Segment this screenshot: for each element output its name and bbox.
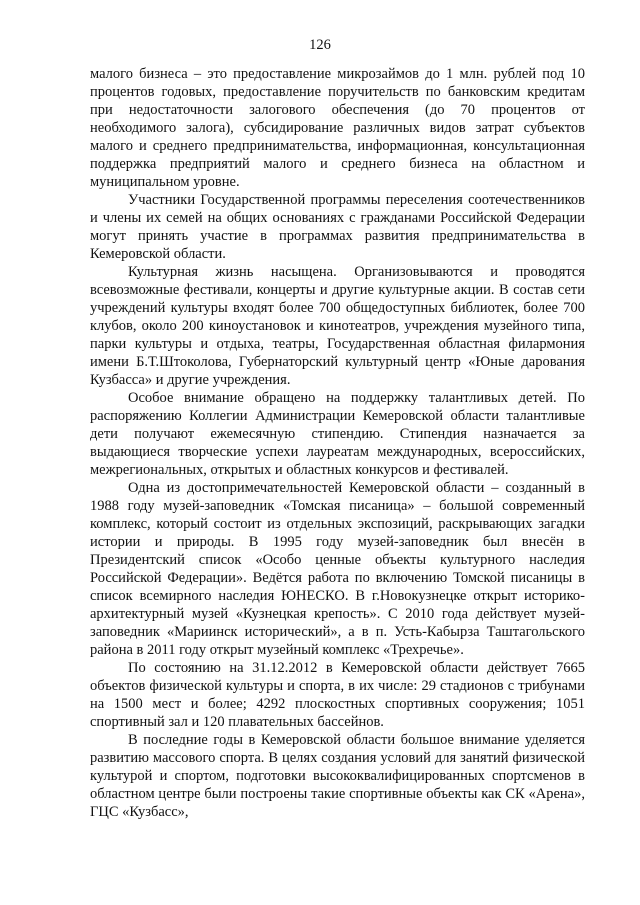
paragraph-culture: Культурная жизнь насыщена. Организовываются и проводятся всевозможные фестивали, концерты и другие культурные акции. В состав сети учреждений культуры входят более 700 общедоступных библиотек, более 700 клубов, около 200 киноустановок и кинотеатров, учреждения музейного типа, парки культуры и отдыха, театры, Государственная областная филармония имени Б.Т.Штоколова, Губернаторский культурный центр «Юные дарования Кузбасса» и другие учреждения.: [90, 264, 585, 388]
paragraph-museums: Одна из достопримечательностей Кемеровской области – созданный в 1988 году музей-заповедник «Томская писаница» – большой современный комплекс, который состоит из отдельных экспозиций, раскрывающих загадки истории и природы. В 1995 году музей-заповедник был внесён в Президентский список «Особо ценные объекты культурного наследия Российской Федерации». Ведётся работа по включению Томской писаницы в список всемирного наследия ЮНЕСКО. В г.Новокузнецке открыт историко-архитектурный музей «Кузнецкая крепость». С 2010 года действует музей-заповедник «Мариинск исторический», а в п. Усть-Кабырза Таштагольского района в 2011 году открыт музейный комплекс «Трехречье».: [90, 480, 585, 658]
page-number: 126: [309, 37, 331, 53]
document-body: [90, 65, 585, 821]
paragraph-compatriots: Участники Государственной программы переселения соотечественников и члены их семей на общих основаниях с гражданами Российской Федерации могут принять участие в программах развития предпринимательства в Кемеровской области.: [90, 192, 585, 262]
paragraph-sport-facilities: По состоянию на 31.12.2012 в Кемеровской области действует 7665 объектов физической культуры и спорта, в их числе: 29 стадионов с трибунами на 1500 мест и более; 4292 плоскостных спортивных сооружения; 1051 спортивный зал и 120 плавательных бассейнов.: [90, 660, 585, 730]
paragraph-small-business: малого бизнеса – это предоставление микрозаймов до 1 млн. рублей под 10 процентов годовых, предоставление поручительств по банковским кредитам при недостаточности залогового обеспечения (до 70 процентов от необходимого залога), субсидирование различных видов затрат субъектов малого и среднего предпринимательства, информационная, консультационная поддержка предприятий малого и среднего бизнеса на областном и муниципальном уровне.: [90, 66, 585, 190]
paragraph-talented-children: Особое внимание обращено на поддержку талантливых детей. По распоряжению Коллегии Администрации Кемеровской области талантливые дети получают ежемесячную стипендию. Стипендия назначается за выдающиеся творческие успехи лауреатам международных, всероссийских, межрегиональных, открытых и областных конкурсов и фестивалей.: [90, 390, 585, 478]
paragraph-mass-sport: В последние годы в Кемеровской области большое внимание уделяется развитию массового спорта. В целях создания условий для занятий физической культурой и спортом, подготовки высококвалифицированных спортсменов в областном центре были построены такие спортивные объекты как СК «Арена», ГЦС «Кузбасс»,: [90, 732, 585, 820]
